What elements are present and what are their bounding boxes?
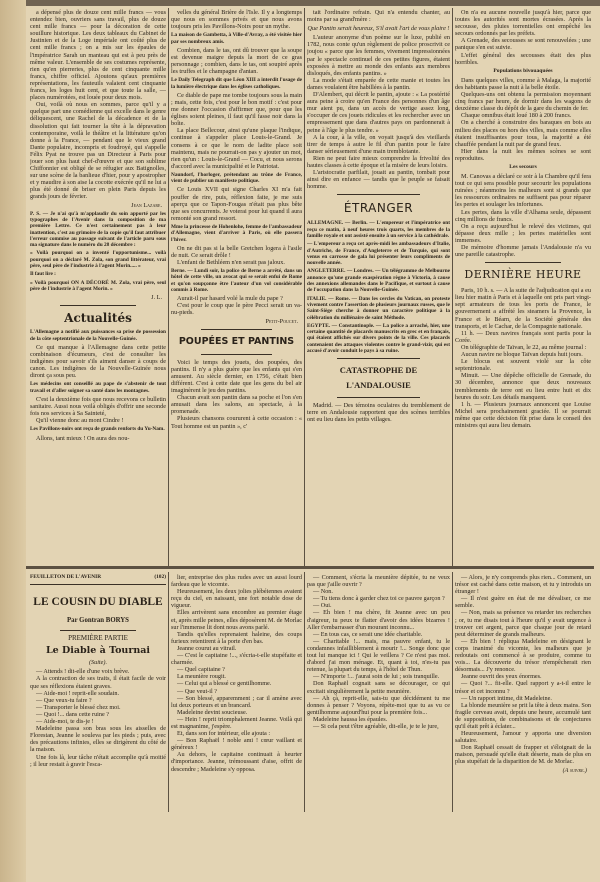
article-paragraph: Elles arrivèrent sans encombre au premier étage et, après mille peines, elles déposèrent M. de Morlac sur l'immense lit dont nous avons parlé.: [171, 609, 302, 631]
article-paragraph: Madeleine devint soucieuse.: [177, 708, 248, 716]
section-heading-derniere-heure: DERNIÈRE HEURE: [464, 268, 582, 282]
article-paragraph: Les pertes, dans la ville d'Alhama seule, dépassent cinq millions de francs.: [455, 208, 591, 223]
feuilleton-label: FEUILLETON DE L'AVENIR: [30, 574, 102, 580]
article-paragraph: — Attends ! dit-elle d'une voix brève.: [36, 668, 130, 676]
article-paragraph: Ce qui manque à l'Allemagne dans cette petite combinaison d'écumeurs, c'est de consulter les indigènes pour savoir s'ils aiment danser à coups de canon. Les indigènes de la Nouvelle-Guinée nous diront ça sous peu.: [30, 343, 166, 380]
divider: [60, 630, 136, 631]
article-paragraph: — Comment, s'écria la meunière dépitée, tu ne veux pas que j'aille ouvrir ?: [307, 574, 450, 589]
article-paragraph: — Ah çà, reprit-elle, sais-tu que décidément tu me donnes à penser ? Voyons, répète-moi que tu as vu ce gentilhomme aujourd'hui pour la première fois...: [307, 694, 450, 716]
article-paragraph: M. Canovas a déclaré ce soir à la Chambre qu'il fera tout ce qui sera possible pour secourir les populations ruinées ; néanmoins les malheurs sont si grands que les ressources ordinaires ne suffisent pas pour réparer les pertes et soulager les infortunes.: [455, 173, 591, 209]
upper-column-2: [171, 9, 302, 565]
article-paragraph: — Son blessé, apparemment ; car il amène avec lui deux porteurs et un brancard.: [171, 694, 302, 709]
signature: Petit-Poucet.: [265, 317, 298, 325]
divider: [337, 194, 420, 195]
to-be-continued-note: (A suivre.): [562, 766, 587, 774]
article-paragraph: Chaque omnibus était loué 180 à 200 francs.: [461, 112, 572, 120]
verse-quote: Que Pantin serait heureux, S'il avait l'art de vous plaire !: [307, 25, 450, 33]
article-paragraph: Quelques-uns ont obtenu la permission moyennant cinq francs par heure, de dormir dans les wagons de deuxième classe du dépôt de la gare du chemin de fer.: [455, 91, 591, 113]
article-paragraph: On n'a eu aucune nouvelle jusqu'à hier, parce que toutes les autorités sont mortes écrasées. Après la secousse, des pluies torrentielles ont empêché les secours ordonnés par les préfets.: [455, 9, 591, 38]
feuilleton-column-4: [455, 574, 591, 814]
article-paragraph: C'est pour le coup que le père Pecci serait un va-nu-pieds.: [171, 302, 302, 317]
article-paragraph: La blonde meunière se prit la tête à deux mains. Son fragile cerveau avait, depuis une heure, accumulé tant de suppositions, de combinaisons et de conjectures qu'il était prêt à éclater...: [455, 701, 591, 730]
article-paragraph: — Non, mais sa présence va retarder tes recherches ; or, tu me disais tout à l'heure qu'il y avait urgence à trouver cet argent, parce que chaque jour de retard peut déterminer de grands malheurs.: [455, 609, 591, 638]
subheading: Les secours: [509, 163, 537, 170]
feuilleton-column-1: [30, 574, 166, 814]
article-paragraph: Rien ne peut faire mieux comprendre la frivolité des hautes classes à cette époque et la misère de leurs loisirs.: [307, 154, 450, 169]
news-brief: « Voilà pourquoi on a inventé l'opportunisme... voilà pourquoi on a déclaré M. Zola, son grand littérateur, vrai père, seul père de l'industrie à l'agent Morin..... »: [30, 250, 166, 269]
subheading: Populations bivouaquées: [493, 67, 553, 74]
signature: Jean Lazare.: [131, 201, 162, 209]
article-paragraph: — Charitable !... mais, ma pauvre enfant, tu le condamnes infailliblement à mourir !... Songe donc que tout lui manque ici ! Qui le veillera ? Ce n'est pas moi. d'abord j'ai mon ménage. Et, quant à toi, n'es-tu pas retenue, la plupart du temps, à l'hôtel de Thun.: [307, 637, 450, 674]
article-paragraph: Plusieurs chansons coururent à cette occasion : « Tout homme est un pantin », c': [171, 415, 302, 430]
article-paragraph: Aucun navire ne bloque Taïvan depuis huit jours.: [461, 351, 583, 359]
article-paragraph: Don Raphaël cognait sans se décourager, ce qui excitait singulièrement la petite meunière.: [307, 680, 450, 695]
article-paragraph: Madrid. — Des témoins oculaires du tremblement de terre en Andalousie rapportent que des scènes terribles ont eu lieu dans les petits villages.: [307, 402, 450, 424]
news-brief: La maison de Gambetta, à Ville-d'Avray, a été visitée hier par ses nombreux amis.: [171, 32, 302, 45]
feuilleton-number: (102): [154, 574, 166, 580]
article-paragraph: Ce Louis XVII qui signe Charles XI m'a fait pouffer de rire, puis, réflexion faite, je me suis aperçu que ce Tapon-Fougas n'était pas plus bête que ses concurrents. Je voterai pour lui quand il aura remonté son grand ressort.: [171, 186, 302, 222]
news-brief: L'Allemagne a notifié aux puissances sa prise de possession de la côte septentrionale de la Nouvelle-Guinée.: [30, 329, 166, 342]
article-paragraph: 1 h. — Plusieurs journaux annoncent que Louise Michel sera prochainement graciée. Il se pourrait même que cette décision fût prise dans le conseil des ministres qui aura lieu demain.: [455, 400, 591, 429]
article-paragraph: On ne dit pas si la belle Gretchen logera à l'asile de nuit. Ce serait drôle !: [171, 244, 302, 259]
article-paragraph: Jeanne ouvrit des yeux énormes.: [461, 673, 542, 681]
article-paragraph: Minuit. — Une dépêche officielle de Grenade, du 30 décembre, annonce que deux nouveaux tremblements de terre ont eu lieu entre huit et dix heures du soir. Les détails manquent.: [455, 372, 591, 401]
column-divider: [304, 572, 305, 812]
upper-column-3: [307, 9, 450, 565]
article-paragraph: — Hein ! reprit triomphalement Jeanne. Voilà qui est magnanime, j'espère.: [171, 715, 302, 730]
article-paragraph: On a cherché à construire des baraques en bois au milieu des places ou hors des villes, mais comme elles étaient insuffisantes pour tous, la majorité a été chauffée pendant la nuit par de grand feux.: [455, 119, 591, 148]
article-paragraph: A la contraction de ses traits, il était facile de voir que ses réflexions étaient graves.: [30, 675, 166, 690]
article-paragraph: A la cour, à la ville, on voyait jusqu'à des vieillards tirer de temps à autre le fil d'un pantin pour le faire danser sérieusement d'une main tremblotante.: [307, 133, 450, 155]
column-divider: [304, 8, 305, 566]
article-paragraph: — Aide-moi ! reprit-elle soudain.: [36, 689, 119, 697]
article-paragraph: — Eh bien ! ma chère, fit Jeanne avec un peu d'aigreur, tu peux te flatter d'avoir des idées bizarres ! Aller t'embarrasser d'un mourant inconnu...: [307, 609, 450, 631]
news-brief: Berne. — Lundi soir, la police de Berne a arrêté, dans un hôtel de cette ville, un avocat qui se serait enfui de Rome et qu'on soupçonne être l'auteur d'un vol considérable commis à Rome.: [171, 268, 302, 293]
article-paragraph: On télégraphie de Taïvan, le 22, au même journal :: [461, 343, 587, 351]
top-rule: [26, 0, 600, 6]
divider: [485, 262, 561, 263]
article-paragraph: tait l'ordinaire refrain. Qui n'a entendu chanter, au moins par sa grand'mère :: [307, 9, 450, 24]
divider: [337, 358, 420, 359]
feuilleton-header: [30, 574, 166, 585]
article-paragraph: L'auteur anonyme d'un poème sur le luxe, publié en 1782, nous conte qu'un règlement de police proscrivit ce joujou « parce que les femmes, vivement impressionnées par le spectacle continuel de ces petites figures, étaient exposées à mettre au monde des enfants aux membres disloqués, des enfants pantins. »: [307, 34, 450, 77]
article-paragraph: L'aristocratie parfilait, jouait au pantin, tombait pour ainsi dire en enfance — tandis que le peuple se faisait homme.: [307, 169, 450, 191]
article-paragraph: — Transporter le blessé chez moi.: [36, 703, 121, 711]
article-paragraph: — Tu tiens donc à garder chez toi ce pauvre garçon ?: [313, 595, 445, 603]
news-brief: ALLEMAGNE. — Berlin. — L'empereur et l'impératrice ont reçu ce matin, à neuf heures trois quarts, les membres de la famille royale et ont assisté ensuite à un service à la cathédrale.: [307, 220, 450, 239]
article-paragraph: — Quoi !... dans cette ruine ?: [36, 710, 110, 718]
feuilleton-column-2: [171, 574, 302, 814]
novel-title: LE COUSIN DU DIABLE: [33, 596, 163, 609]
article-paragraph: — C'est le capitaine !..., s'écria-t-elle stupéfaite et charmée.: [171, 652, 302, 667]
article-paragraph: A Grenade, des secousses se sont renouvelées ; une panique s'en est suivie.: [455, 37, 591, 52]
article-paragraph: Hier dans la nuit les mêmes scènes se sont reproduites.: [455, 147, 591, 162]
article-paragraph: — Bon Raphaël ! noble ami ! cœur vaillant et généreux !: [171, 737, 302, 752]
news-brief: ITALIE. — Rome. — Dans les cercles du Vatican, on proteste vivement contre l'assertion de plusieurs journaux russes, que le Saint-Siège cherche à donner un caractère politique à la célébration du millénaire de saint Méthode.: [307, 295, 450, 321]
article-paragraph: — Si cela peut t'être agréable, dit-elle, je te le jure,: [313, 722, 439, 730]
article-paragraph: Aurait-il par hasard volé la mule du pape ?: [177, 295, 283, 303]
news-brief: Mme la princesse de Hohenlohe, femme de l'ambassadeur d'Allemagne, vient d'arriver à Paris, où elle passera l'hiver.: [171, 223, 302, 243]
chapter-title: Le Diable à Tournai: [46, 645, 150, 657]
news-brief: Il faut lire :: [30, 271, 56, 278]
news-brief: Naundorf, l'horloger, prétendant au trône de France, vient de publier un manifeste politique.: [171, 171, 302, 185]
article-heading: CATASTROPHE DE L'ANDALOUSIE: [339, 365, 418, 391]
section-heading-etranger: ÉTRANGER: [343, 201, 414, 216]
article-paragraph: — Quoi ?... fit-elle. Quel rapport y a-t-il entre le trésor et cet inconnu ?: [455, 680, 591, 695]
upper-column-1: [30, 9, 166, 565]
article-paragraph: — Que veut-il ?: [177, 687, 218, 695]
news-brief: Les médecins ont conseillé au pape de s'abstenir de tout travail et d'aller soigner sa santé dans les montagnes.: [30, 381, 166, 394]
article-paragraph: — Eh bien ! répliqua Madeleine en désignant le corps inanimé du vicomte, les malheurs que je redoutais ont commencé à se produire, comme tu vois... La découverte du trésor n'empêcherait rien désormais... J'y renonce.: [455, 637, 591, 674]
divider: [337, 397, 420, 398]
article-paragraph: On a reçu aujourd'hui le relevé des victimes, qui dépasse deux mille ; les pertes matérielles sont immenses.: [455, 222, 591, 244]
article-paragraph: Une fois là, leur tâche n'était accomplie qu'à moitié ; il leur restait à gravir l'esca-: [30, 753, 166, 768]
article-paragraph: De mémoire d'homme jamais l'Andalousie n'a vu une pareille catastrophe.: [455, 244, 591, 259]
article-paragraph: La place Bellecour, ainsi qu'une plaque l'indique, continue à s'appeler place Louis-le-Grand. Je consens à ce que le nom de ladite place soit maintenu, mais ne pourrait-on pas y ajouter un mot, rien qu'un : Louis-le-Grand — Cocu, et nous serons d'accord avec la municipalité et le Patriotat.: [171, 127, 302, 170]
column-divider: [168, 8, 169, 566]
article-paragraph: Tandis qu'elles reprenaient haleine, des coups furieux retentirent à la porte d'en bas.: [171, 630, 302, 645]
feuilleton-separator: [26, 566, 594, 569]
article-paragraph: Don Raphaël cessait de frapper et s'éloignait de la maison, persuadé qu'elle était déserte, mais de plus en plus stupéfait de la disparition de M. de Morlac.: [455, 744, 591, 766]
article-paragraph: Heureusement, l'amour y apporta une diversion salutaire.: [455, 730, 591, 745]
article-paragraph: — Oui.: [313, 602, 332, 610]
part-title: PREMIÈRE PARTIE: [68, 634, 128, 643]
article-paragraph: Oui, voilà où nous en sommes, parce qu'il y a quelque part une comédienne qui excelle dans le genre déliquescent, une Rachel de la décadence et de la dissolution qui fait tourner la tête à la dépravation contemporaine, voilà le théâtre et la littérature qu'on donne à la France, — pendant que le vieux grand Dante populaire, incompris et foudroyé, qui s'appelle Félix Pyat ne trouve pas un Directeur à Paris pour jouer son plus haut chef-d'œuvre et que son sublime Chiffonnier est obligé de se réfugier aux Batignolles, sur une scène de la banlieue d'hier, pour y apostropher et y maudire à son aise la cocotte exécrée qu'il ne lui a plus été donné de briser en plein Paris depuis les grands jours de février.: [30, 101, 166, 201]
article-paragraph: L'effet général des secousses était des plus horribles.: [455, 51, 591, 66]
article-paragraph: — Un rapport intime, dit Madeleine.: [461, 694, 552, 702]
article-paragraph: — N'importe !... j'aurai soin de lui ; sois tranquille.: [313, 673, 440, 681]
article-paragraph: Au dehors, le capitaine continuait à heurter d'importance. Jeanne, trémoussant d'aise, offrit de descendre ; Madeleine s'y opposa.: [171, 751, 302, 773]
novel-author: Par Gontran BORYS: [67, 617, 129, 625]
news-brief: ANGLETERRE. — Londres. — Un télégramme de Melbourne annonce qu'une grande exaspération règne à Victoria, à cause des annexions allemandes dans le Pacifique, et surtout à cause de l'occupation dans la Nouvelle-Guinée.: [307, 268, 450, 294]
divider: [201, 354, 272, 355]
news-brief: P. S. — Je n'ai qu'à m'applaudir du soin apporté par les typographes de l'Avenir dans la composition de ma première Lettre. Ce n'est certainement pas à leur inattention, c'est au grimoire de la copie qu'il faut attribuer l'erreur commise au passage suivant de l'article paru sous ma signature dans le numéro du 28 décembre :: [30, 210, 166, 249]
article-paragraph: Madeleine haussa les épaules.: [313, 715, 388, 723]
article-paragraph: La meunière rougit.: [177, 673, 226, 681]
column-divider: [168, 572, 169, 812]
article-paragraph: L'enfant de Bethléem n'en serait pas jaloux.: [177, 259, 285, 267]
divider: [201, 329, 272, 330]
article-paragraph: C'est la deuxième fois que nous recevons ce bulletin sanitaire. Aussi nous voilà obligés d'offrir une seconde fois nos services à Sa Sainteté,: [30, 395, 166, 418]
article-paragraph: velles du général Brière de l'Isle. Il y a longtemps que nous en sommes privés et que nous avons toujours pris les Pavillons-Noirs pour un mythe.: [171, 9, 302, 31]
article-paragraph: Paris, 10 h. s. — A la suite de l'adjudication qui a eu lieu hier matin à Paris et à laquelle ont pris part vingt-sept armateurs de tous les ports de France, le gouvernement a affrété les steamers la Provence, la France et le Béarn, de la Société générale des transports, et le Cachar, de la Compagnie nationale.: [455, 287, 591, 330]
article-paragraph: — Alors, je n'y comprends plus rien... Comment, un trésor est caché dans cette maison, et tu y introduis un étranger !: [455, 574, 591, 596]
article-heading: POUPÉES ET PANTINS: [178, 335, 295, 347]
article-paragraph: — Aide-moi, te dis-je !: [36, 718, 94, 726]
feuilleton-column-3: [307, 574, 450, 814]
article-paragraph: D'Alembert, qui décrit le pantin, ajoute : « La postérité aura peine à croire qu'en France des personnes d'un âge mur aient pu, dans un accès de vertige assez long, s'occuper de ces jouets ridicules et les rechercher avec un empressement que dans d'autres pays on pardonnerait à peine à l'âge le plus tendre. »: [307, 91, 450, 134]
article-paragraph: — Non.: [313, 588, 333, 596]
news-brief: « Voilà pourquoi ON A DÉCORÉ M. Zola, vrai père, seul père de l'industrie à l'agent Morin. »: [30, 279, 166, 292]
article-paragraph: Qu'il vienne donc au mont Cindre !: [36, 417, 124, 425]
suite-note: (Suite).: [88, 659, 108, 667]
article-paragraph: La mode s'était emparée de cette manie et toutes les dames voulaient être habillées à la pantin.: [307, 76, 450, 91]
article-paragraph: Et, dans son for intérieur, elle ajouta :: [177, 730, 271, 738]
article-paragraph: Allons, tant mieux ! On aura des nou-: [36, 434, 130, 442]
article-paragraph: lier, entreprise des plus rudes avec un aussi lourd fardeau que le vicomte.: [171, 574, 302, 589]
article-paragraph: Voici le temps des jouets, des poupées, des pantins. Il n'y a plus guère que les enfants qui s'en amusent. Au siècle dernier, en 1756, c'était bien différent. C'est à cette date que les gens du bel air imaginèrent le jeu des pantins.: [171, 358, 302, 395]
article-paragraph: — Il n'est guère en état de me dévaliser, ce me semble.: [455, 595, 591, 610]
article-paragraph: Heureusement, les deux jolies plébéiennes avaient reçu du ciel, en naissant, une fort notable dose de vigueur.: [171, 588, 302, 610]
article-paragraph: a dépensé plus de douze cent mille francs — vous entendez bien, ouvriers sans travail, plus de douze cent mille francs — pour la décoration de cette souillure historique. Les deux tableaux du Cabinet de Justinien et de la Loge impériale ont coûté plus de cent mille francs ; on a mis sur les épaules de l'impératrice Sarah un manteau qui est à peu près de même valeur. L'ensemble de ses costumes représente, rien qu'en pierreries, plus de cent cinquante mille francs, chiffre officiel. Ajoutons qu'aux premières représentations, les fauteuils valaient cent cinquante francs, les loges huit cent, et que toute la salle, — places numérotées, est louée pour deux mois.: [30, 9, 166, 102]
article-paragraph: Le blocus est souvent violé sur la côte septentrionale.: [455, 358, 591, 373]
section-heading-actualites: Actualités: [64, 311, 132, 326]
upper-column-4: [455, 9, 591, 565]
article-paragraph: Chacun avait son pantin dans sa poche et l'on s'en amusait dans les salons, au spectacle, à la promenade.: [171, 394, 302, 416]
divider: [60, 305, 136, 306]
article-paragraph: — Que veux-tu faire ?: [36, 696, 92, 704]
page-margin: [0, 0, 26, 882]
column-divider: [452, 572, 453, 812]
article-paragraph: Jeanne courut au vitrail.: [177, 644, 237, 652]
article-paragraph: Combien, dans le tas, ont dû trouver que la soupe est devenue maigre depuis la mort de ce gras personnage ; combien, dans le tas, ont soupiré après les truffes et le champagne d'antan.: [171, 46, 302, 76]
column-divider: [452, 8, 453, 566]
news-brief: — L'empereur a reçu cet après-midi les ambassadeurs d'Italie, d'Autriche, de France, d'Angleterre et de Turquie, qui sont venus en carrosse de gala lui présenter leurs compliments de nouvelle année.: [307, 241, 450, 267]
news-brief: Les Pavillons-noirs ont reçu de grands renforts du Yu-Nam.: [30, 426, 165, 433]
signature: J. L.: [151, 294, 162, 302]
article-paragraph: Madeleine passa son bras sous les aisselles de Florestan, Jeanne le souleva par les pieds ; puis, avec des précautions infinies, elles se dirigèrent du côté de la maison.: [30, 725, 166, 754]
article-paragraph: — Celui qui a blessé ce gentilhomme.: [177, 680, 272, 688]
article-paragraph: 11 h. — Deux navires français sont partis pour la Corée.: [455, 329, 591, 344]
news-brief: Le Daily Telegraph dit que Léon XIII a interdit l'usage de la lumière électrique dans les églises catholiques.: [171, 77, 302, 90]
news-brief: EGYPTE. — Constantinople. — La police a arraché, hier, une certaine quantité de placards manuscrits en grec et en français, qui étaient affichés sur divers points de la ville. Ces placards contenaient des attaques violentes contre le grand-vizir, qui est accusé d'avoir conduit le pays à sa ruine.: [307, 322, 450, 354]
article-paragraph: — Quel capitaine ?: [177, 666, 225, 674]
article-paragraph: — En tous cas, ce serait une idée charitable.: [313, 630, 423, 638]
article-paragraph: Ce diable de pape me tombe toujours sous la main ; mais, cette fois, c'est pour le bon motif : c'est pour me donner l'occasion d'affirmer que, pour que les églises soient pleines, il faut qu'il fasse noir dans la boîte.: [171, 91, 302, 128]
article-paragraph: Dans quelques villes, comme à Malaga, la majorité des habitants passe la nuit à la belle étoile.: [455, 76, 591, 91]
